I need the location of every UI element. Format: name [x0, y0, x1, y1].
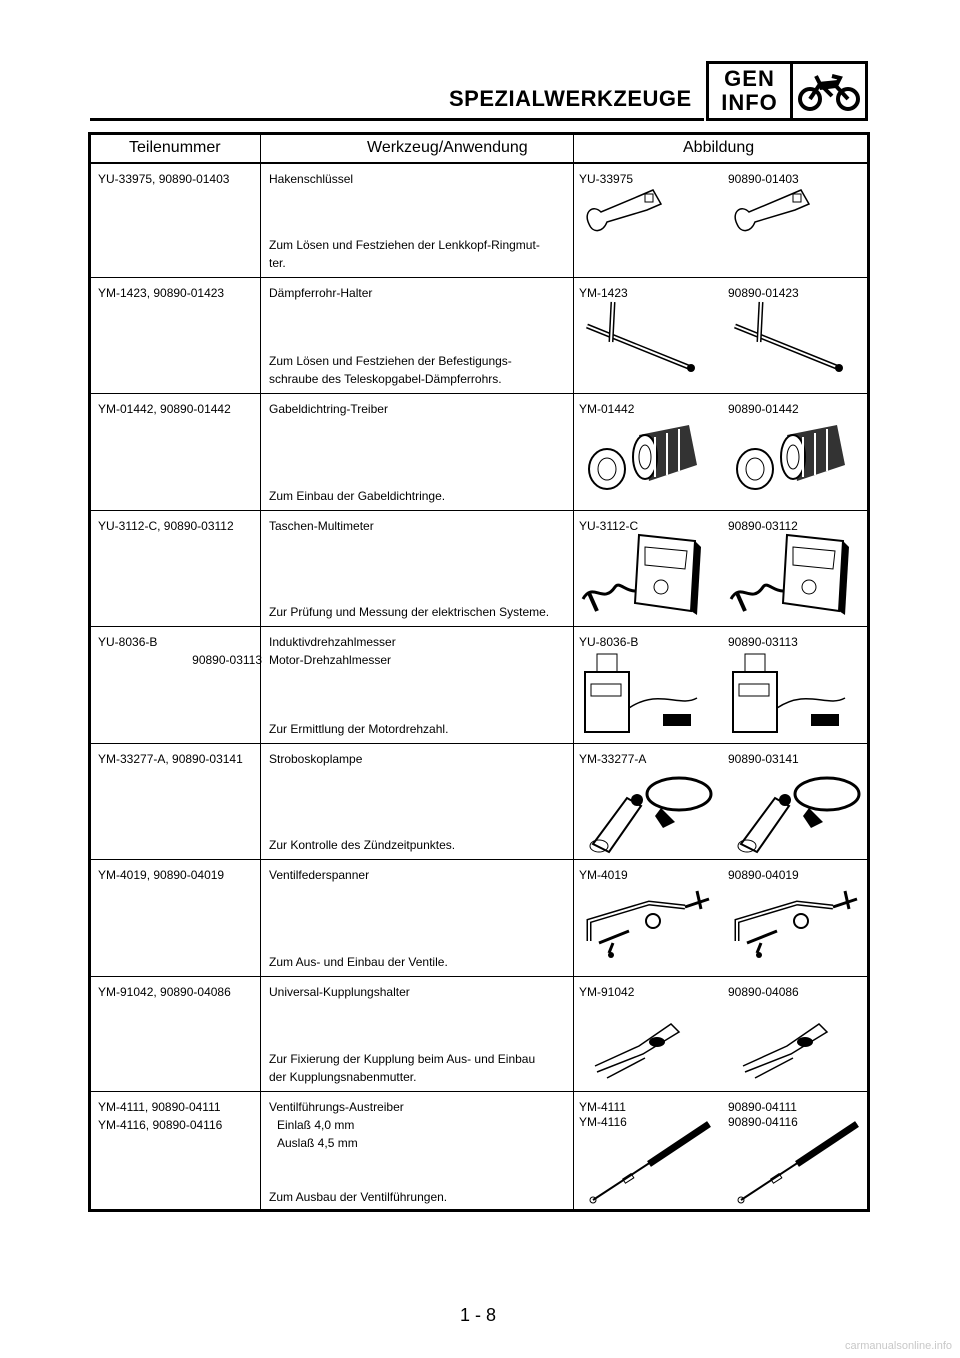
- col-illustration: Abbildung: [683, 139, 755, 156]
- table-row: [91, 1092, 867, 1212]
- tool-usage-line: Zum Einbau der Gabeldichtringe.: [269, 489, 446, 503]
- table-row: [91, 278, 867, 394]
- part-number-secondary: YM-4116, 90890-04116: [98, 1118, 223, 1132]
- table-row: [91, 860, 867, 977]
- part-number: YU-33975, 90890-01403: [98, 172, 230, 186]
- tool-name: Hakenschlüssel: [269, 172, 354, 186]
- illustration-label: 90890-03141: [728, 752, 799, 766]
- tool-name: Universal-Kupplungshalter: [269, 985, 410, 999]
- damper-rod-holder-icon: [579, 298, 699, 383]
- valve-spring-compressor-icon: [579, 881, 719, 966]
- hook-wrench-icon: [579, 182, 679, 243]
- tool-cell: [269, 633, 569, 742]
- motorcycle-icon: [793, 64, 865, 118]
- illustration-label: YM-4111: [579, 1100, 626, 1114]
- illustration-label: 90890-04086: [728, 985, 799, 999]
- valve-guide-remover-icon: [579, 1116, 719, 1211]
- part-number: YU-8036-B: [98, 635, 158, 649]
- illustration-label: 90890-04116: [728, 1115, 798, 1129]
- table-row: [91, 977, 867, 1092]
- part-number-cell: [98, 400, 258, 418]
- illustration-label: YM-01442: [579, 402, 635, 416]
- illustration-label: YU-33975: [579, 172, 634, 186]
- part-number: YM-1423, 90890-01423: [98, 286, 225, 300]
- illustration-label: 90890-03112: [728, 519, 798, 533]
- table-row: [91, 164, 867, 278]
- tools-table: [88, 132, 870, 1212]
- part-number-cell: [98, 284, 258, 302]
- tool-usage-line: Zur Ermittlung der Motordrehzahl.: [269, 722, 449, 736]
- illustration-label: 90890-03113: [728, 635, 798, 649]
- tool-name: Induktivdrehzahlmesser: [269, 635, 396, 649]
- multimeter-icon: [727, 531, 857, 622]
- hook-wrench-icon: [727, 182, 827, 243]
- page-title: SPEZIALWERKZEUGE: [449, 86, 692, 111]
- illustration-label: YM-4019: [579, 868, 628, 882]
- part-number: YM-01442, 90890-01442: [98, 402, 231, 416]
- part-number: YM-91042, 90890-04086: [98, 985, 231, 999]
- badge-text: [709, 64, 793, 118]
- part-number: YM-4019, 90890-04019: [98, 868, 225, 882]
- illustration-label: YM-91042: [579, 985, 635, 999]
- tool-cell: [269, 284, 569, 392]
- tool-cell: [269, 170, 569, 276]
- table-row: [91, 511, 867, 627]
- part-number-cell: [98, 983, 258, 1001]
- tool-usage-line: der Kupplungsnabenmutter.: [269, 1070, 417, 1084]
- tool-usage: [269, 236, 569, 272]
- part-number-cell: [98, 1098, 258, 1134]
- tool-usage: [269, 720, 569, 738]
- tool-usage: [269, 836, 569, 854]
- tool-usage-line: Zur Kontrolle des Zündzeitpunktes.: [269, 838, 456, 852]
- tool-usage-line: ter.: [269, 256, 286, 270]
- timing-light-icon: [579, 764, 719, 859]
- tachometer-icon: [579, 648, 709, 743]
- tool-usage: [269, 487, 569, 505]
- clutch-holder-icon: [579, 996, 719, 1091]
- illustration-label: 90890-04111: [728, 1100, 797, 1114]
- tool-cell: [269, 866, 569, 975]
- page-number: 1 - 8: [460, 1305, 497, 1325]
- tool-usage-line: Zum Lösen und Festziehen der Lenkkopf-Ringmut-: [269, 238, 540, 252]
- illustration-label: YU-8036-B: [579, 635, 639, 649]
- illustration-label: 90890-04019: [728, 868, 799, 882]
- illustration-label: YM-4116: [579, 1115, 627, 1129]
- section-badge: [706, 61, 868, 121]
- table-row: [91, 744, 867, 860]
- col-part-number: Teilenummer: [129, 139, 221, 156]
- tool-usage-line: Zum Lösen und Festziehen der Befestigungs-: [269, 354, 512, 368]
- tool-cell: [269, 400, 569, 509]
- tool-usage: [269, 603, 569, 621]
- tool-usage-line: Zum Aus- und Einbau der Ventile.: [269, 955, 448, 969]
- illustration-label: 90890-01423: [728, 286, 799, 300]
- tool-usage: [269, 953, 569, 971]
- table-header: [91, 135, 867, 164]
- clutch-holder-icon: [727, 996, 867, 1091]
- tool-usage: [269, 1188, 569, 1206]
- tool-name: Ventilführungs-Austreiber: [269, 1100, 404, 1114]
- part-number: YU-3112-C, 90890-03112: [98, 519, 234, 533]
- part-number: YM-4111, 90890-04111: [98, 1100, 221, 1114]
- badge-line2: INFO: [721, 90, 778, 115]
- valve-guide-remover-icon: [727, 1116, 867, 1211]
- tool-name: Dämpferrohr-Halter: [269, 286, 373, 300]
- part-number-cell: [98, 750, 258, 768]
- part-number-cell: [98, 633, 262, 669]
- tool-name: Ventilfederspanner: [269, 868, 370, 882]
- tool-usage-line: schraube des Teleskopgabel-Dämpferrohrs.: [269, 372, 502, 386]
- table-row: [91, 627, 867, 744]
- multimeter-icon: [579, 531, 709, 622]
- tool-usage-line: Zur Prüfung und Messung der elektrischen Systeme.: [269, 605, 550, 619]
- part-number-cell: [98, 517, 258, 535]
- tool-cell: [269, 983, 569, 1090]
- tool-usage-line: Zum Ausbau der Ventilführungen.: [269, 1190, 448, 1204]
- badge-line1: GEN: [724, 66, 775, 91]
- seal-driver-icon: [579, 415, 709, 500]
- tool-usage: [269, 352, 569, 388]
- illustration-label: YM-1423: [579, 286, 628, 300]
- damper-rod-holder-icon: [727, 298, 847, 383]
- tool-cell: [269, 750, 569, 858]
- tachometer-icon: [727, 648, 857, 743]
- footer-watermark: carmanualsonline.info: [844, 1340, 952, 1352]
- illustration-label: YM-33277-A: [579, 752, 647, 766]
- tool-name: Gabeldichtring-Treiber: [269, 402, 388, 416]
- tool-name: Stroboskoplampe: [269, 752, 363, 766]
- timing-light-icon: [727, 764, 867, 859]
- tool-cell: [269, 1098, 569, 1210]
- tool-detail: Einlaß 4,0 mm: [277, 1118, 355, 1132]
- part-number-cell: [98, 170, 258, 188]
- tool-name: Taschen-Multimeter: [269, 519, 374, 533]
- table-row: [91, 394, 867, 511]
- valve-spring-compressor-icon: [727, 881, 867, 966]
- part-number-cell: [98, 866, 258, 884]
- tool-usage: [269, 1050, 569, 1086]
- tool-cell: [269, 517, 569, 625]
- part-number-secondary: 90890-03113: [192, 653, 262, 667]
- tool-detail: Auslaß 4,5 mm: [277, 1136, 358, 1150]
- title-rule: [90, 118, 704, 121]
- illustration-label: 90890-01442: [728, 402, 799, 416]
- illustration-label: 90890-01403: [728, 172, 799, 186]
- seal-driver-icon: [727, 415, 857, 500]
- tool-detail: Motor-Drehzahlmesser: [269, 653, 392, 667]
- tool-usage-line: Zur Fixierung der Kupplung beim Aus- und Einbau: [269, 1052, 536, 1066]
- part-number: YM-33277-A, 90890-03141: [98, 752, 243, 766]
- illustration-label: YU-3112-C: [579, 519, 639, 533]
- col-tool-use: Werkzeug/Anwendung: [367, 139, 528, 156]
